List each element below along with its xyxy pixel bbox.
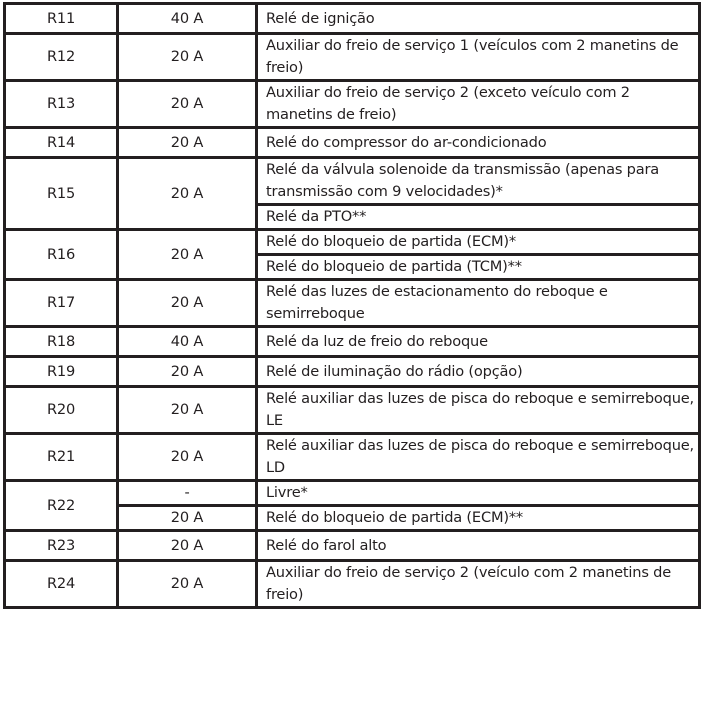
relay-table: [3, 2, 701, 609]
description-cell: Relé de ignição: [257, 4, 700, 34]
description-cell: Relé do bloqueio de partida (ECM)**: [257, 506, 700, 531]
amperage-cell: 20 A: [118, 506, 257, 531]
description-cell: Relé do compressor do ar-condicionado: [257, 128, 700, 158]
description-cell: Relé do bloqueio de partida (ECM)*: [257, 230, 700, 255]
table-row: [5, 327, 700, 357]
table-row: [5, 34, 700, 81]
relay-cell: R14: [5, 128, 118, 158]
table-row: [5, 280, 700, 327]
description-cell: Relé do bloqueio de partida (TCM)**: [257, 255, 700, 280]
amperage-cell: 20 A: [118, 561, 257, 608]
table-row: [5, 531, 700, 561]
description-cell: Auxiliar do freio de serviço 2 (veículo com 2 manetins de freio): [257, 561, 700, 608]
description-cell: Relé auxiliar das luzes de pisca do reboque e semirreboque, LD: [257, 434, 700, 481]
table-row: [5, 4, 700, 34]
relay-cell: R24: [5, 561, 118, 608]
relay-cell: R20: [5, 387, 118, 434]
amperage-cell: 20 A: [118, 230, 257, 280]
relay-cell: R21: [5, 434, 118, 481]
description-cell: Relé das luzes de estacionamento do reboque e semirreboque: [257, 280, 700, 327]
amperage-cell: -: [118, 481, 257, 506]
amperage-cell: 20 A: [118, 81, 257, 128]
relay-cell: R12: [5, 34, 118, 81]
amperage-cell: 20 A: [118, 531, 257, 561]
amperage-cell: 40 A: [118, 4, 257, 34]
table-row: [5, 81, 700, 128]
amperage-cell: 20 A: [118, 34, 257, 81]
amperage-cell: 20 A: [118, 434, 257, 481]
relay-cell: R22: [5, 481, 118, 531]
table-row: [5, 158, 700, 205]
table-row: [5, 387, 700, 434]
description-cell: Relé de iluminação do rádio (opção): [257, 357, 700, 387]
relay-cell: R19: [5, 357, 118, 387]
table-row: [5, 128, 700, 158]
description-cell: Relé da válvula solenoide da transmissão (apenas para transmissão com 9 velocidades)*: [257, 158, 700, 205]
description-cell: Auxiliar do freio de serviço 1 (veículos com 2 manetins de freio): [257, 34, 700, 81]
table-row: [5, 434, 700, 481]
table-row: [5, 230, 700, 255]
description-cell: Livre*: [257, 481, 700, 506]
description-cell: Relé auxiliar das luzes de pisca do reboque e semirreboque, LE: [257, 387, 700, 434]
relay-cell: R17: [5, 280, 118, 327]
table-row: [5, 357, 700, 387]
relay-cell: R11: [5, 4, 118, 34]
table-row: [5, 481, 700, 506]
relay-cell: R18: [5, 327, 118, 357]
relay-cell: R23: [5, 531, 118, 561]
description-cell: Relé do farol alto: [257, 531, 700, 561]
amperage-cell: 20 A: [118, 357, 257, 387]
relay-cell: R15: [5, 158, 118, 230]
description-cell: Relé da PTO**: [257, 205, 700, 230]
amperage-cell: 20 A: [118, 280, 257, 327]
description-cell: Auxiliar do freio de serviço 2 (exceto veículo com 2 manetins de freio): [257, 81, 700, 128]
table-row: [5, 561, 700, 608]
amperage-cell: 20 A: [118, 387, 257, 434]
amperage-cell: 20 A: [118, 158, 257, 230]
amperage-cell: 20 A: [118, 128, 257, 158]
relay-cell: R16: [5, 230, 118, 280]
amperage-cell: 40 A: [118, 327, 257, 357]
relay-cell: R13: [5, 81, 118, 128]
description-cell: Relé da luz de freio do reboque: [257, 327, 700, 357]
